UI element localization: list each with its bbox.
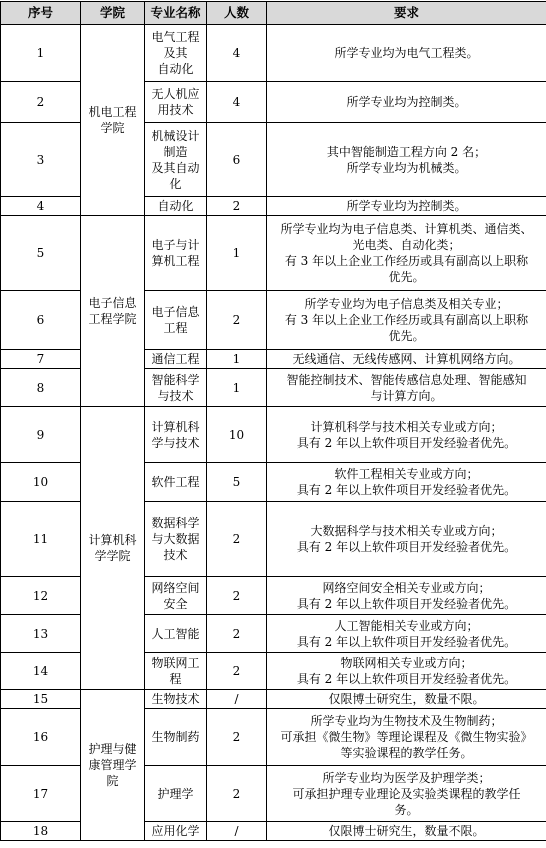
school-cell: 护理与健 康管理学 院 [81, 690, 145, 841]
requirement-cell: 物联网相关专业或方向； 具有 2 年以上软件项目开发经验者优先。 [267, 653, 546, 690]
count-cell: 2 [207, 615, 267, 653]
requirement-cell: 智能控制技术、智能传感信息处理、智能感知 与计算方向。 [267, 369, 546, 407]
count-cell: 4 [207, 82, 267, 123]
major-cell: 电子与计 算机工程 [145, 216, 207, 291]
major-cell: 物联网工 程 [145, 653, 207, 690]
count-cell: 2 [207, 766, 267, 822]
major-cell: 人工智能 [145, 615, 207, 653]
count-cell: 1 [207, 369, 267, 407]
requirement-cell: 所学专业均为控制类。 [267, 82, 546, 123]
major-cell: 生物制药 [145, 709, 207, 766]
header-no: 序号 [1, 2, 81, 25]
school-cell: 机电工程 学院 [81, 25, 145, 216]
count-cell: 1 [207, 350, 267, 369]
row-number: 14 [1, 653, 81, 690]
requirement-cell: 所学专业均为生物技术及生物制药； 可承担《微生物》等理论课程及《微生物实验》 等实验课程的教学任务。 [267, 709, 546, 766]
header-major: 专业名称 [145, 2, 207, 25]
major-cell: 软件工程 [145, 463, 207, 502]
row-number: 5 [1, 216, 81, 291]
major-cell: 数据科学 与大数据 技术 [145, 502, 207, 577]
count-cell: 10 [207, 407, 267, 463]
row-number: 1 [1, 25, 81, 82]
row-number: 3 [1, 123, 81, 197]
count-cell: 2 [207, 502, 267, 577]
row-number: 4 [1, 197, 81, 216]
major-cell: 无人机应 用技术 [145, 82, 207, 123]
row-number: 9 [1, 407, 81, 463]
major-cell: 应用化学 [145, 822, 207, 841]
row-number: 8 [1, 369, 81, 407]
count-cell: / [207, 690, 267, 709]
row-number: 17 [1, 766, 81, 822]
row-number: 7 [1, 350, 81, 369]
row-number: 12 [1, 577, 81, 615]
requirement-cell: 所学专业均为电子信息类、计算机类、通信类、 光电类、自动化类； 有 3 年以上企业工作经历或具有副高以上职称 优先。 [267, 216, 546, 291]
recruitment-table [0, 1, 546, 841]
row-number: 6 [1, 291, 81, 350]
row-number: 18 [1, 822, 81, 841]
row-number: 10 [1, 463, 81, 502]
count-cell: 6 [207, 123, 267, 197]
major-cell: 网络空间 安全 [145, 577, 207, 615]
major-cell: 电气工程 及其 自动化 [145, 25, 207, 82]
requirement-cell: 所学专业均为电子信息类及相关专业； 有 3 年以上企业工作经历或具有副高以上职称 优先。 [267, 291, 546, 350]
requirement-cell: 网络空间安全相关专业或方向； 具有 2 年以上软件项目开发经验者优先。 [267, 577, 546, 615]
count-cell: 5 [207, 463, 267, 502]
row-number: 16 [1, 709, 81, 766]
count-cell: 2 [207, 709, 267, 766]
table-row [1, 25, 546, 82]
major-cell: 电子信息 工程 [145, 291, 207, 350]
major-cell: 通信工程 [145, 350, 207, 369]
table-row [1, 407, 546, 463]
major-cell: 机械设计 制造 及其自动 化 [145, 123, 207, 197]
row-number: 2 [1, 82, 81, 123]
header-school: 学院 [81, 2, 145, 25]
table-row [1, 690, 546, 709]
requirement-cell: 所学专业均为医学及护理学类； 可承担护理专业理论及实验类课程的教学任 务。 [267, 766, 546, 822]
major-cell: 计算机科 学与技术 [145, 407, 207, 463]
table-row [1, 216, 546, 291]
requirement-cell: 仅限博士研究生，数量不限。 [267, 690, 546, 709]
count-cell: 2 [207, 291, 267, 350]
row-number: 15 [1, 690, 81, 709]
requirement-cell: 仅限博士研究生，数量不限。 [267, 822, 546, 841]
requirement-cell: 所学专业均为电气工程类。 [267, 25, 546, 82]
header-count: 人数 [207, 2, 267, 25]
row-number: 11 [1, 502, 81, 577]
count-cell: 2 [207, 577, 267, 615]
requirement-cell: 计算机科学与技术相关专业或方向； 具有 2 年以上软件项目开发经验者优先。 [267, 407, 546, 463]
requirement-cell: 所学专业均为控制类。 [267, 197, 546, 216]
requirement-cell: 软件工程相关专业或方向； 具有 2 年以上软件项目开发经验者优先。 [267, 463, 546, 502]
count-cell: 1 [207, 216, 267, 291]
major-cell: 生物技术 [145, 690, 207, 709]
requirement-cell: 无线通信、无线传感网、计算机网络方向。 [267, 350, 546, 369]
requirement-cell: 大数据科学与技术相关专业或方向； 具有 2 年以上软件项目开发经验者优先。 [267, 502, 546, 577]
requirement-cell: 其中智能制造工程方向 2 名； 所学专业均为机械类。 [267, 123, 546, 197]
requirement-cell: 人工智能相关专业或方向； 具有 2 年以上软件项目开发经验者优先。 [267, 615, 546, 653]
major-cell: 自动化 [145, 197, 207, 216]
count-cell: 2 [207, 197, 267, 216]
count-cell: / [207, 822, 267, 841]
major-cell: 护理学 [145, 766, 207, 822]
count-cell: 2 [207, 653, 267, 690]
school-cell: 电子信息 工程学院 [81, 216, 145, 407]
row-number: 13 [1, 615, 81, 653]
header-requirement: 要求 [267, 2, 546, 25]
major-cell: 智能科学 与技术 [145, 369, 207, 407]
count-cell: 4 [207, 25, 267, 82]
header-row [1, 2, 546, 25]
school-cell: 计算机科 学学院 [81, 407, 145, 690]
